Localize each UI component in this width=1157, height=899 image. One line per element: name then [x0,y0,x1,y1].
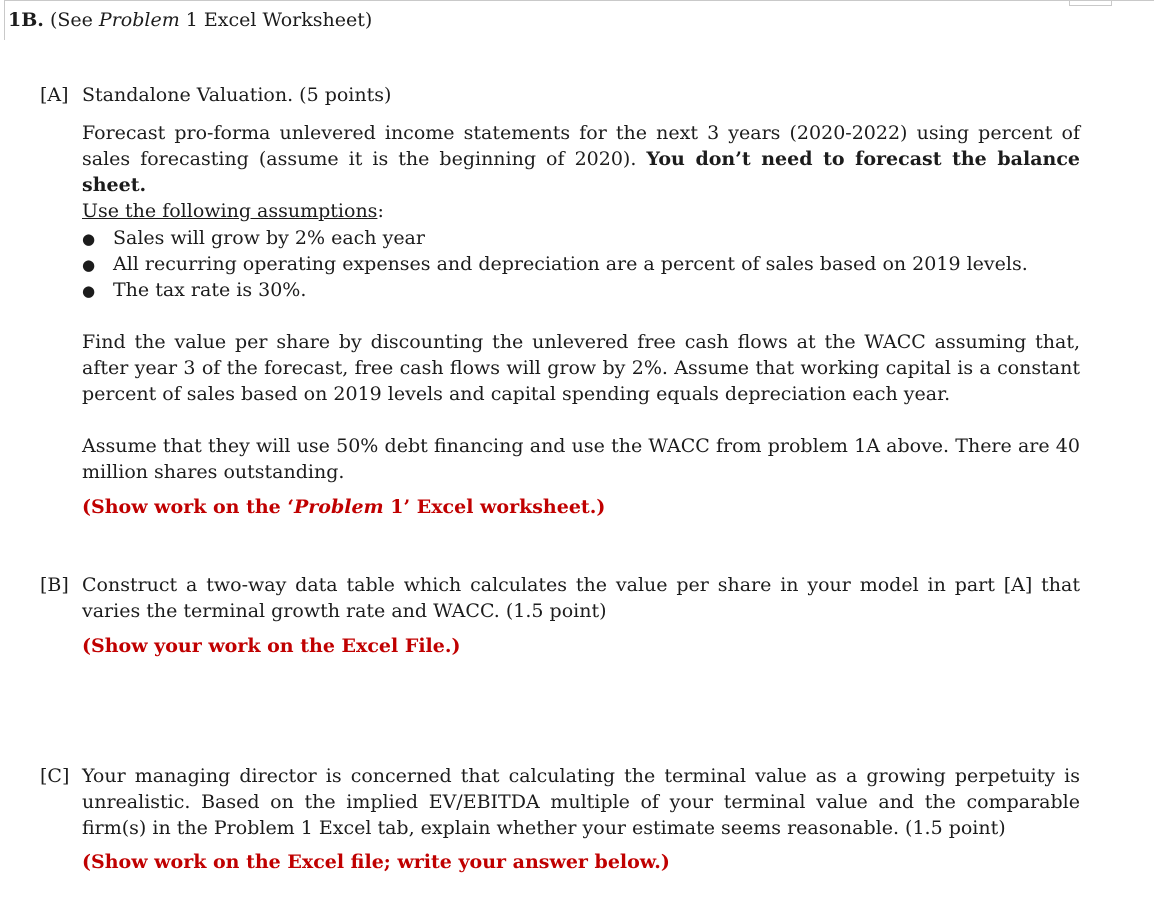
part-a-financing-paragraph: Assume that they will use 50% debt financing and use the WACC from problem 1A above. There are 40 million shares outstanding. [82,435,1080,483]
page-frame-left [4,0,5,40]
assumption-bullet-1 [82,225,425,252]
assumption-bullet-2 [82,251,1028,278]
part-b-show-work-note: (Show your work on the Excel File.) [82,635,461,657]
part-c-label: [C] [40,765,70,787]
note-problem: Problem [294,496,384,518]
assumption-bullet-3 [82,277,306,304]
bullet-icon: ● [82,282,96,300]
heading-see: (See [49,9,99,31]
part-c-paragraph: Your managing director is concerned that calculating the terminal value as a growing perpetuity is unrealistic. Based on the implied EV/EBITDA multiple of your terminal value and the comparable firm(s) in the Problem 1 Excel tab, explain whether your estimate seems reasonable. (1.5 point) [82,765,1080,839]
part-c-show-work-note: (Show work on the Excel file; write your answer below.) [82,851,670,873]
heading-rest: 1 Excel Worksheet) [179,9,373,31]
assumptions-colon: : [377,200,384,222]
assumption-text: Sales will grow by 2% each year [113,227,425,249]
part-a-value-paragraph: Find the value per share by discounting the unlevered free cash flows at the WACC assuming that, after year 3 of the forecast, free cash flows will grow by 2%. Assume that working capital is a constant percent of sales based on 2019 levels and capital spending equals depreciation each year. [82,331,1080,405]
assumptions-heading-text: Use the following assumptions [82,200,378,222]
part-a-label: [A] [40,84,69,106]
page-corner-tab [1069,0,1112,6]
part-b-paragraph: Construct a two-way data table which calculates the value per share in your model in part [A] that varies the terminal growth rate and WACC. (1.5 point) [82,574,1080,622]
note-post: 1’ Excel worksheet.) [383,496,606,518]
assumptions-heading [82,198,384,224]
assumption-text: The tax rate is 30%. [113,279,307,301]
forecast-text: Forecast pro-forma unlevered income statements for the next 3 years (2020-2022) using percent of sales forecasting (assume it is the beginning of 2020). [82,122,1080,170]
part-a-show-work-note [82,494,605,520]
section-heading [8,8,372,32]
heading-problem: Problem [98,9,180,31]
part-a-title: Standalone Valuation. (5 points) [82,84,392,106]
bullet-icon: ● [82,230,96,248]
part-b-label: [B] [40,574,69,596]
part-a-forecast-paragraph [82,120,1080,198]
bullet-icon: ● [82,256,96,274]
section-number: 1B. [8,9,44,31]
note-pre: (Show work on the ‘ [82,496,294,518]
page-frame-top [4,0,1154,1]
assumption-text: All recurring operating expenses and depreciation are a percent of sales based on 2019 levels. [113,253,1028,275]
forecast-bold-note: You don’t need to forecast the balance sheet. [82,148,1080,196]
